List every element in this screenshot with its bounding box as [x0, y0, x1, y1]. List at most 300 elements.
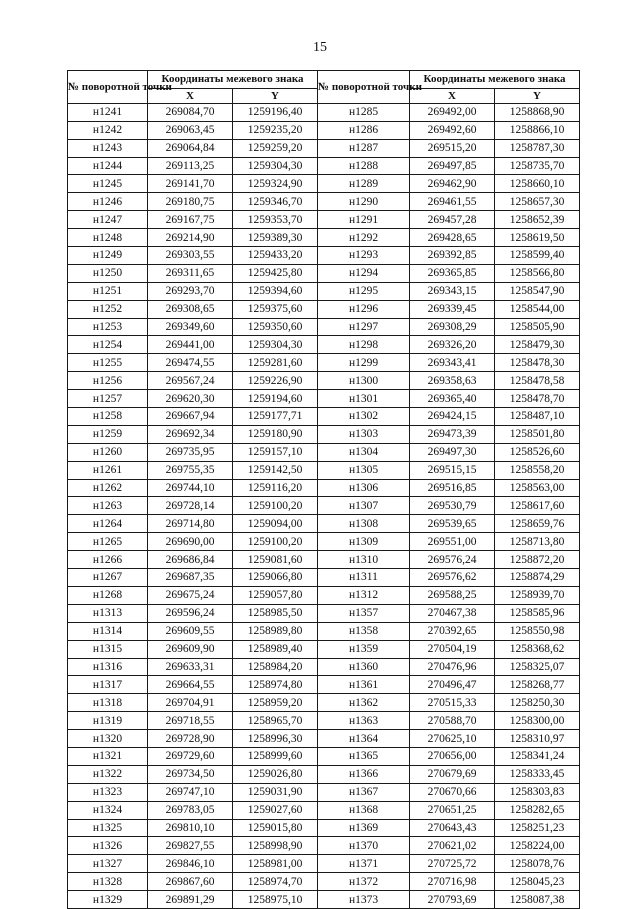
- y-coordinate-cell: 1259353,70: [233, 211, 318, 229]
- x-coordinate-cell: 269349,60: [148, 318, 233, 336]
- x-coordinate-cell: 269747,10: [148, 783, 233, 801]
- table-row: [68, 336, 580, 354]
- table-row: [68, 354, 580, 372]
- table-row: [68, 747, 580, 765]
- y-coordinate-cell: 1259015,80: [233, 819, 318, 837]
- x-coordinate-cell: 270515,33: [410, 694, 495, 712]
- point-number-cell: н1329: [68, 891, 148, 909]
- y-coordinate-cell: 1258558,20: [495, 461, 580, 479]
- y-coordinate-cell: 1258989,80: [233, 622, 318, 640]
- y-coordinate-cell: 1259226,90: [233, 372, 318, 390]
- point-number-cell: н1301: [318, 390, 410, 408]
- point-number-cell: н1306: [318, 479, 410, 497]
- point-number-cell: н1373: [318, 891, 410, 909]
- point-number-cell: н1316: [68, 658, 148, 676]
- y-coordinate-cell: 1258325,07: [495, 658, 580, 676]
- y-coordinate-cell: 1259177,71: [233, 408, 318, 426]
- point-number-cell: н1319: [68, 712, 148, 730]
- y-coordinate-cell: 1258478,58: [495, 372, 580, 390]
- header-point-number-right: № поворотной точки: [318, 71, 410, 104]
- x-coordinate-cell: 270504,19: [410, 640, 495, 658]
- y-coordinate-cell: 1258300,00: [495, 712, 580, 730]
- point-number-cell: н1359: [318, 640, 410, 658]
- x-coordinate-cell: 270643,43: [410, 819, 495, 837]
- point-number-cell: н1322: [68, 765, 148, 783]
- x-coordinate-cell: 269492,60: [410, 121, 495, 139]
- x-coordinate-cell: 269596,24: [148, 604, 233, 622]
- point-number-cell: н1360: [318, 658, 410, 676]
- point-number-cell: н1287: [318, 139, 410, 157]
- header-y-left: Y: [233, 88, 318, 103]
- point-number-cell: н1299: [318, 354, 410, 372]
- x-coordinate-cell: 269827,55: [148, 837, 233, 855]
- table-row: [68, 640, 580, 658]
- x-coordinate-cell: 269311,65: [148, 264, 233, 282]
- point-number-cell: н1314: [68, 622, 148, 640]
- point-number-cell: н1321: [68, 747, 148, 765]
- x-coordinate-cell: 269867,60: [148, 873, 233, 891]
- y-coordinate-cell: 1258996,30: [233, 730, 318, 748]
- y-coordinate-cell: 1259031,90: [233, 783, 318, 801]
- y-coordinate-cell: 1259094,00: [233, 515, 318, 533]
- x-coordinate-cell: 269474,55: [148, 354, 233, 372]
- y-coordinate-cell: 1258659,76: [495, 515, 580, 533]
- header-coordinates-left: Координаты межевого знака: [148, 71, 318, 89]
- y-coordinate-cell: 1258501,80: [495, 425, 580, 443]
- y-coordinate-cell: 1258250,30: [495, 694, 580, 712]
- point-number-cell: н1252: [68, 300, 148, 318]
- x-coordinate-cell: 269339,45: [410, 300, 495, 318]
- point-number-cell: н1267: [68, 569, 148, 587]
- y-coordinate-cell: 1258599,40: [495, 247, 580, 265]
- point-number-cell: н1266: [68, 551, 148, 569]
- x-coordinate-cell: 270716,98: [410, 873, 495, 891]
- table-row: [68, 461, 580, 479]
- header-point-number-left: № поворотной точки: [68, 71, 148, 104]
- x-coordinate-cell: 269735,95: [148, 443, 233, 461]
- y-coordinate-cell: 1258478,30: [495, 354, 580, 372]
- point-number-cell: н1241: [68, 103, 148, 121]
- table-row: [68, 622, 580, 640]
- point-number-cell: н1259: [68, 425, 148, 443]
- table-row: [68, 730, 580, 748]
- x-coordinate-cell: 269728,90: [148, 730, 233, 748]
- x-coordinate-cell: 269141,70: [148, 175, 233, 193]
- x-coordinate-cell: 269667,94: [148, 408, 233, 426]
- x-coordinate-cell: 270793,69: [410, 891, 495, 909]
- x-coordinate-cell: 269718,55: [148, 712, 233, 730]
- point-number-cell: н1291: [318, 211, 410, 229]
- y-coordinate-cell: 1258566,80: [495, 264, 580, 282]
- y-coordinate-cell: 1258984,20: [233, 658, 318, 676]
- point-number-cell: н1298: [318, 336, 410, 354]
- x-coordinate-cell: 269063,45: [148, 121, 233, 139]
- x-coordinate-cell: 269343,15: [410, 282, 495, 300]
- y-coordinate-cell: 1259304,30: [233, 157, 318, 175]
- point-number-cell: н1292: [318, 229, 410, 247]
- table-row: [68, 658, 580, 676]
- y-coordinate-cell: 1258874,29: [495, 569, 580, 587]
- x-coordinate-cell: 270496,47: [410, 676, 495, 694]
- y-coordinate-cell: 1258547,90: [495, 282, 580, 300]
- table-row: [68, 676, 580, 694]
- point-number-cell: н1289: [318, 175, 410, 193]
- point-number-cell: н1365: [318, 747, 410, 765]
- y-coordinate-cell: 1258872,20: [495, 551, 580, 569]
- y-coordinate-cell: 1258550,98: [495, 622, 580, 640]
- x-coordinate-cell: 269358,63: [410, 372, 495, 390]
- point-number-cell: н1310: [318, 551, 410, 569]
- x-coordinate-cell: 269704,91: [148, 694, 233, 712]
- table-row: [68, 139, 580, 157]
- table-row: [68, 443, 580, 461]
- table-row: [68, 282, 580, 300]
- x-coordinate-cell: 269891,29: [148, 891, 233, 909]
- y-coordinate-cell: 1258341,24: [495, 747, 580, 765]
- y-coordinate-cell: 1258544,00: [495, 300, 580, 318]
- point-number-cell: н1309: [318, 533, 410, 551]
- x-coordinate-cell: 269343,41: [410, 354, 495, 372]
- x-coordinate-cell: 269497,30: [410, 443, 495, 461]
- table-row: [68, 837, 580, 855]
- y-coordinate-cell: 1258975,10: [233, 891, 318, 909]
- coordinates-table: [67, 70, 580, 909]
- table-row: [68, 479, 580, 497]
- y-coordinate-cell: 1258479,30: [495, 336, 580, 354]
- y-coordinate-cell: 1258251,23: [495, 819, 580, 837]
- point-number-cell: н1357: [318, 604, 410, 622]
- point-number-cell: н1313: [68, 604, 148, 622]
- x-coordinate-cell: 269365,85: [410, 264, 495, 282]
- y-coordinate-cell: 1259394,60: [233, 282, 318, 300]
- table-row: [68, 551, 580, 569]
- point-number-cell: н1371: [318, 855, 410, 873]
- x-coordinate-cell: 269687,35: [148, 569, 233, 587]
- point-number-cell: н1326: [68, 837, 148, 855]
- x-coordinate-cell: 269457,28: [410, 211, 495, 229]
- table-body: [68, 103, 580, 908]
- table-row: [68, 390, 580, 408]
- point-number-cell: н1300: [318, 372, 410, 390]
- x-coordinate-cell: 269690,00: [148, 533, 233, 551]
- y-coordinate-cell: 1259180,90: [233, 425, 318, 443]
- x-coordinate-cell: 270656,00: [410, 747, 495, 765]
- table-row: [68, 819, 580, 837]
- x-coordinate-cell: 270670,66: [410, 783, 495, 801]
- x-coordinate-cell: 269167,75: [148, 211, 233, 229]
- point-number-cell: н1268: [68, 586, 148, 604]
- x-coordinate-cell: 269810,10: [148, 819, 233, 837]
- point-number-cell: н1302: [318, 408, 410, 426]
- x-coordinate-cell: 270651,25: [410, 801, 495, 819]
- x-coordinate-cell: 269497,85: [410, 157, 495, 175]
- header-coordinates-right: Координаты межевого знака: [410, 71, 580, 89]
- y-coordinate-cell: 1258505,90: [495, 318, 580, 336]
- y-coordinate-cell: 1258526,60: [495, 443, 580, 461]
- y-coordinate-cell: 1258713,80: [495, 533, 580, 551]
- point-number-cell: н1303: [318, 425, 410, 443]
- x-coordinate-cell: 269473,39: [410, 425, 495, 443]
- x-coordinate-cell: 269293,70: [148, 282, 233, 300]
- table-row: [68, 712, 580, 730]
- y-coordinate-cell: 1258224,00: [495, 837, 580, 855]
- header-y-right: Y: [495, 88, 580, 103]
- x-coordinate-cell: 269734,50: [148, 765, 233, 783]
- x-coordinate-cell: 269846,10: [148, 855, 233, 873]
- point-number-cell: н1260: [68, 443, 148, 461]
- y-coordinate-cell: 1259281,60: [233, 354, 318, 372]
- point-number-cell: н1304: [318, 443, 410, 461]
- x-coordinate-cell: 269692,34: [148, 425, 233, 443]
- y-coordinate-cell: 1258045,23: [495, 873, 580, 891]
- point-number-cell: н1312: [318, 586, 410, 604]
- table-row: [68, 765, 580, 783]
- point-number-cell: н1245: [68, 175, 148, 193]
- y-coordinate-cell: 1259194,60: [233, 390, 318, 408]
- y-coordinate-cell: 1259425,80: [233, 264, 318, 282]
- y-coordinate-cell: 1258998,90: [233, 837, 318, 855]
- x-coordinate-cell: 269539,65: [410, 515, 495, 533]
- x-coordinate-cell: 270725,72: [410, 855, 495, 873]
- table-row: [68, 533, 580, 551]
- x-coordinate-cell: 269714,80: [148, 515, 233, 533]
- point-number-cell: н1328: [68, 873, 148, 891]
- table-row: [68, 300, 580, 318]
- point-number-cell: н1296: [318, 300, 410, 318]
- x-coordinate-cell: 269441,00: [148, 336, 233, 354]
- x-coordinate-cell: 269180,75: [148, 193, 233, 211]
- point-number-cell: н1361: [318, 676, 410, 694]
- y-coordinate-cell: 1258939,70: [495, 586, 580, 604]
- y-coordinate-cell: 1258585,96: [495, 604, 580, 622]
- x-coordinate-cell: 269728,14: [148, 497, 233, 515]
- y-coordinate-cell: 1258866,10: [495, 121, 580, 139]
- y-coordinate-cell: 1258959,20: [233, 694, 318, 712]
- table-row: [68, 783, 580, 801]
- x-coordinate-cell: 269675,24: [148, 586, 233, 604]
- point-number-cell: н1294: [318, 264, 410, 282]
- table-row: [68, 229, 580, 247]
- point-number-cell: н1366: [318, 765, 410, 783]
- point-number-cell: н1262: [68, 479, 148, 497]
- point-number-cell: н1257: [68, 390, 148, 408]
- x-coordinate-cell: 269084,70: [148, 103, 233, 121]
- point-number-cell: н1243: [68, 139, 148, 157]
- y-coordinate-cell: 1258282,65: [495, 801, 580, 819]
- y-coordinate-cell: 1258660,10: [495, 175, 580, 193]
- y-coordinate-cell: 1258303,83: [495, 783, 580, 801]
- x-coordinate-cell: 269633,31: [148, 658, 233, 676]
- x-coordinate-cell: 269303,55: [148, 247, 233, 265]
- y-coordinate-cell: 1259346,70: [233, 193, 318, 211]
- point-number-cell: н1288: [318, 157, 410, 175]
- y-coordinate-cell: 1258868,90: [495, 103, 580, 121]
- table-row: [68, 193, 580, 211]
- point-number-cell: н1318: [68, 694, 148, 712]
- y-coordinate-cell: 1259350,60: [233, 318, 318, 336]
- y-coordinate-cell: 1258652,39: [495, 211, 580, 229]
- point-number-cell: н1317: [68, 676, 148, 694]
- point-number-cell: н1285: [318, 103, 410, 121]
- point-number-cell: н1320: [68, 730, 148, 748]
- point-number-cell: н1324: [68, 801, 148, 819]
- table-row: [68, 694, 580, 712]
- x-coordinate-cell: 270679,69: [410, 765, 495, 783]
- header-x-right: X: [410, 88, 495, 103]
- x-coordinate-cell: 269424,15: [410, 408, 495, 426]
- y-coordinate-cell: 1259433,20: [233, 247, 318, 265]
- y-coordinate-cell: 1258974,70: [233, 873, 318, 891]
- point-number-cell: н1249: [68, 247, 148, 265]
- y-coordinate-cell: 1259259,20: [233, 139, 318, 157]
- y-coordinate-cell: 1259304,30: [233, 336, 318, 354]
- x-coordinate-cell: 269308,65: [148, 300, 233, 318]
- x-coordinate-cell: 269214,90: [148, 229, 233, 247]
- point-number-cell: н1246: [68, 193, 148, 211]
- y-coordinate-cell: 1259081,60: [233, 551, 318, 569]
- point-number-cell: н1315: [68, 640, 148, 658]
- point-number-cell: н1255: [68, 354, 148, 372]
- x-coordinate-cell: 269729,60: [148, 747, 233, 765]
- y-coordinate-cell: 1259027,60: [233, 801, 318, 819]
- x-coordinate-cell: 270621,02: [410, 837, 495, 855]
- table-row: [68, 855, 580, 873]
- x-coordinate-cell: 269530,79: [410, 497, 495, 515]
- x-coordinate-cell: 269428,65: [410, 229, 495, 247]
- x-coordinate-cell: 269515,20: [410, 139, 495, 157]
- x-coordinate-cell: 269113,25: [148, 157, 233, 175]
- table-row: [68, 175, 580, 193]
- x-coordinate-cell: 269576,24: [410, 551, 495, 569]
- table-row: [68, 586, 580, 604]
- table-row: [68, 103, 580, 121]
- point-number-cell: н1261: [68, 461, 148, 479]
- y-coordinate-cell: 1259324,90: [233, 175, 318, 193]
- x-coordinate-cell: 269620,30: [148, 390, 233, 408]
- point-number-cell: н1311: [318, 569, 410, 587]
- point-number-cell: н1307: [318, 497, 410, 515]
- x-coordinate-cell: 269588,25: [410, 586, 495, 604]
- y-coordinate-cell: 1259100,20: [233, 533, 318, 551]
- x-coordinate-cell: 269744,10: [148, 479, 233, 497]
- point-number-cell: н1358: [318, 622, 410, 640]
- point-number-cell: н1364: [318, 730, 410, 748]
- point-number-cell: н1323: [68, 783, 148, 801]
- point-number-cell: н1362: [318, 694, 410, 712]
- point-number-cell: н1242: [68, 121, 148, 139]
- point-number-cell: н1297: [318, 318, 410, 336]
- y-coordinate-cell: 1258974,80: [233, 676, 318, 694]
- point-number-cell: н1290: [318, 193, 410, 211]
- header-x-left: X: [148, 88, 233, 103]
- y-coordinate-cell: 1259157,10: [233, 443, 318, 461]
- table-row: [68, 891, 580, 909]
- table-row: [68, 247, 580, 265]
- x-coordinate-cell: 269064,84: [148, 139, 233, 157]
- point-number-cell: н1258: [68, 408, 148, 426]
- x-coordinate-cell: 270392,65: [410, 622, 495, 640]
- point-number-cell: н1248: [68, 229, 148, 247]
- y-coordinate-cell: 1258078,76: [495, 855, 580, 873]
- x-coordinate-cell: 269492,00: [410, 103, 495, 121]
- page-number: 15: [313, 40, 327, 55]
- x-coordinate-cell: 269461,55: [410, 193, 495, 211]
- y-coordinate-cell: 1258487,10: [495, 408, 580, 426]
- x-coordinate-cell: 269515,15: [410, 461, 495, 479]
- y-coordinate-cell: 1259100,20: [233, 497, 318, 515]
- y-coordinate-cell: 1259142,50: [233, 461, 318, 479]
- y-coordinate-cell: 1258333,45: [495, 765, 580, 783]
- point-number-cell: н1264: [68, 515, 148, 533]
- point-number-cell: н1295: [318, 282, 410, 300]
- x-coordinate-cell: 269392,85: [410, 247, 495, 265]
- y-coordinate-cell: 1258268,77: [495, 676, 580, 694]
- y-coordinate-cell: 1258563,00: [495, 479, 580, 497]
- x-coordinate-cell: 270467,38: [410, 604, 495, 622]
- point-number-cell: н1263: [68, 497, 148, 515]
- x-coordinate-cell: 269755,35: [148, 461, 233, 479]
- y-coordinate-cell: 1259389,30: [233, 229, 318, 247]
- x-coordinate-cell: 269516,85: [410, 479, 495, 497]
- y-coordinate-cell: 1258989,40: [233, 640, 318, 658]
- table-row: [68, 873, 580, 891]
- point-number-cell: н1253: [68, 318, 148, 336]
- table-row: [68, 515, 580, 533]
- table-row: [68, 264, 580, 282]
- y-coordinate-cell: 1259026,80: [233, 765, 318, 783]
- x-coordinate-cell: 269664,55: [148, 676, 233, 694]
- y-coordinate-cell: 1258310,97: [495, 730, 580, 748]
- table-row: [68, 318, 580, 336]
- table-row: [68, 408, 580, 426]
- y-coordinate-cell: 1258617,60: [495, 497, 580, 515]
- point-number-cell: н1247: [68, 211, 148, 229]
- point-number-cell: н1372: [318, 873, 410, 891]
- y-coordinate-cell: 1259196,40: [233, 103, 318, 121]
- y-coordinate-cell: 1258619,50: [495, 229, 580, 247]
- y-coordinate-cell: 1258478,70: [495, 390, 580, 408]
- x-coordinate-cell: 269609,55: [148, 622, 233, 640]
- table-header-row: [68, 71, 580, 89]
- point-number-cell: н1254: [68, 336, 148, 354]
- table-row: [68, 372, 580, 390]
- point-number-cell: н1265: [68, 533, 148, 551]
- y-coordinate-cell: 1258735,70: [495, 157, 580, 175]
- point-number-cell: н1369: [318, 819, 410, 837]
- point-number-cell: н1293: [318, 247, 410, 265]
- x-coordinate-cell: 269576,62: [410, 569, 495, 587]
- y-coordinate-cell: 1258787,30: [495, 139, 580, 157]
- point-number-cell: н1286: [318, 121, 410, 139]
- y-coordinate-cell: 1258087,38: [495, 891, 580, 909]
- point-number-cell: н1363: [318, 712, 410, 730]
- point-number-cell: н1244: [68, 157, 148, 175]
- table-row: [68, 121, 580, 139]
- x-coordinate-cell: 269686,84: [148, 551, 233, 569]
- y-coordinate-cell: 1259057,80: [233, 586, 318, 604]
- x-coordinate-cell: 269551,00: [410, 533, 495, 551]
- point-number-cell: н1370: [318, 837, 410, 855]
- point-number-cell: н1308: [318, 515, 410, 533]
- point-number-cell: н1367: [318, 783, 410, 801]
- table-row: [68, 604, 580, 622]
- y-coordinate-cell: 1259066,80: [233, 569, 318, 587]
- y-coordinate-cell: 1259375,60: [233, 300, 318, 318]
- x-coordinate-cell: 270588,70: [410, 712, 495, 730]
- x-coordinate-cell: 269783,05: [148, 801, 233, 819]
- x-coordinate-cell: 269308,29: [410, 318, 495, 336]
- table-row: [68, 497, 580, 515]
